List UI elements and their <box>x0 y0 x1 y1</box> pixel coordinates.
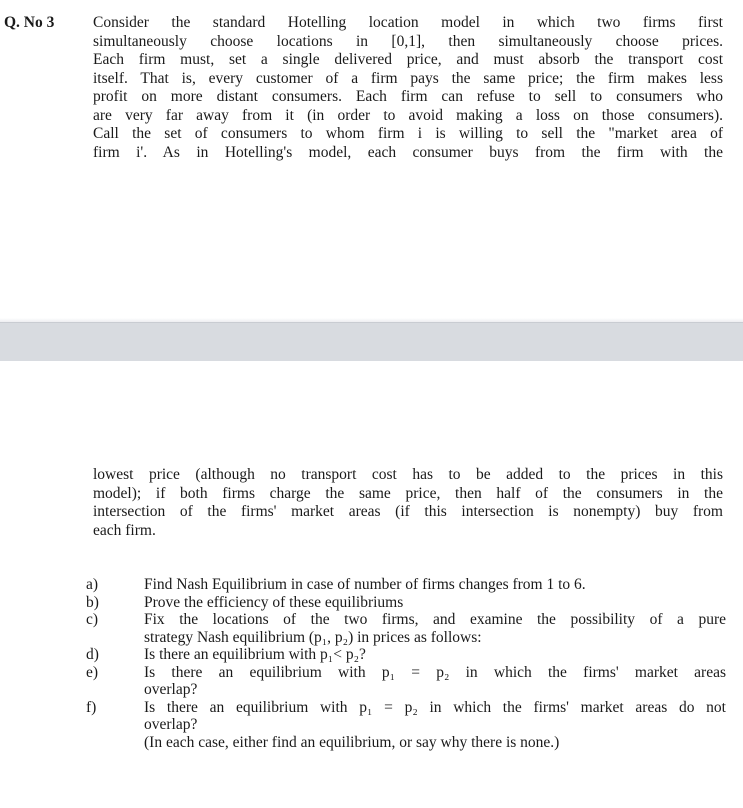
question-continuation-paragraph <box>93 466 723 540</box>
intro-line: profit on more distant consumers. Each firm can refuse to sell to consumers who <box>93 88 723 105</box>
part-text: Find Nash Equilibrium in case of number of firms changes from 1 to 6. <box>144 576 586 593</box>
question-intro-paragraph <box>93 14 723 162</box>
part-b <box>86 594 726 612</box>
continuation-line: lowest price (although no transport cost has to be added to the prices in this <box>93 466 723 483</box>
part-marker: e) <box>86 663 99 681</box>
part-text: overlap? <box>144 716 198 733</box>
intro-line: are very far away from it (in order to avoid making a loss on those consumers). <box>93 106 723 124</box>
part-text: overlap? <box>144 681 198 698</box>
intro-line: firm i'. As in Hotelling's model, each consumer buys from the firm with the <box>93 143 723 161</box>
part-text: Prove the efficiency of these equilibriums <box>144 593 404 611</box>
part-text: Fix the locations of the two firms, and examine the possibility of a pure <box>144 611 726 628</box>
question-parts-list <box>86 576 726 751</box>
question-number: Q. No 3 <box>4 14 55 31</box>
continuation-line: each firm. <box>93 521 156 539</box>
page-separator-band <box>0 322 743 361</box>
part-e <box>86 664 726 699</box>
part-marker: a) <box>86 576 99 593</box>
intro-line: itself. That is, every customer of a firm pays the same price; the firm makes less <box>93 69 723 87</box>
continuation-line: model); if both firms charge the same price, then half of the consumers in the <box>93 484 723 502</box>
part-text: Is there an equilibrium with p₁ = p₂ in which the firms' market areas <box>144 663 726 681</box>
part-marker: d) <box>86 646 99 663</box>
part-text: Is there an equilibrium with p₁< p₂? <box>144 646 366 663</box>
part-marker: c) <box>86 611 99 628</box>
part-marker: b) <box>86 593 99 611</box>
part-text: Is there an equilibrium with p₁ = p₂ in which the firms' market areas do not <box>144 698 726 716</box>
part-a <box>86 576 726 594</box>
intro-line: Consider the standard Hotelling location model in which two firms first <box>93 14 723 31</box>
continuation-line: intersection of the firms' market areas (if this intersection is nonempty) buy from <box>93 503 723 520</box>
part-d <box>86 646 726 664</box>
part-c <box>86 611 726 646</box>
intro-line: Each firm must, set a single delivered price, and must absorb the transport cost <box>93 51 723 68</box>
part-marker: f) <box>86 698 97 716</box>
part-f <box>86 699 726 734</box>
part-text: strategy Nash equilibrium (p₁, p₂) in prices as follows: <box>144 628 482 646</box>
intro-line: simultaneously choose locations in [0,1], then simultaneously choose prices. <box>93 32 723 50</box>
intro-line: Call the set of consumers to whom firm i is willing to sell the "market area of <box>93 125 723 142</box>
instruction-note: (In each case, either find an equilibrium, or say why there is none.) <box>144 733 560 751</box>
